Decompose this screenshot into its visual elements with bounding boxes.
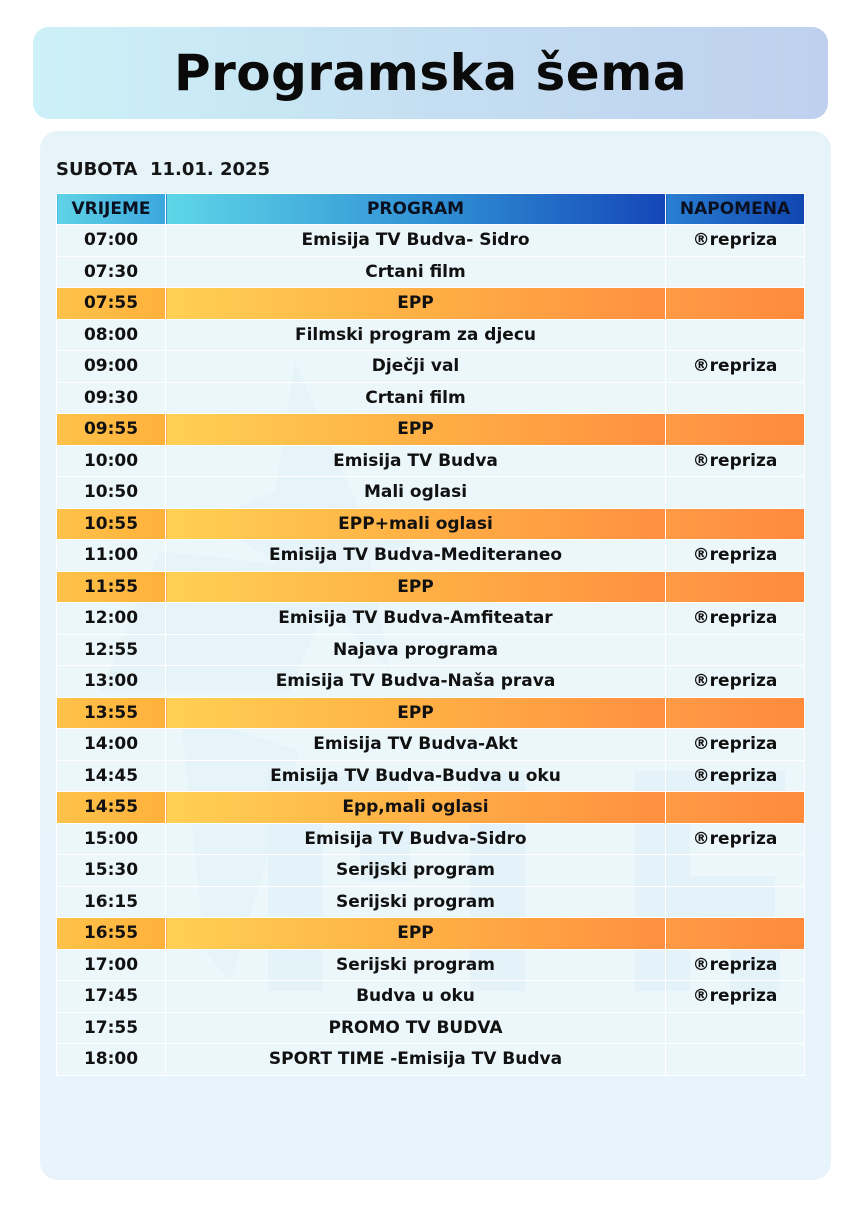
row-note [666, 382, 805, 414]
row-program: Emisija TV Budva- Sidro [166, 225, 666, 257]
schedule-rows [57, 225, 805, 1076]
row-program: EPP [166, 571, 666, 603]
schedule-panel [40, 131, 831, 1180]
table-header-row [57, 194, 805, 225]
row-note: ®repriza [666, 823, 805, 855]
column-header-time: VRIJEME [57, 194, 166, 225]
row-note [666, 634, 805, 666]
row-note [666, 886, 805, 918]
schedule-table [56, 193, 805, 1076]
row-time: 15:30 [57, 855, 166, 887]
row-time: 14:00 [57, 729, 166, 761]
row-note: ®repriza [666, 981, 805, 1013]
row-program: Najava programa [166, 634, 666, 666]
row-note: ®repriza [666, 445, 805, 477]
table-row [57, 855, 805, 887]
table-row-highlight [57, 792, 805, 824]
row-note [666, 571, 805, 603]
row-time: 12:55 [57, 634, 166, 666]
row-note [666, 792, 805, 824]
table-row-highlight [57, 697, 805, 729]
row-program: Serijski program [166, 949, 666, 981]
row-time: 11:55 [57, 571, 166, 603]
row-note [666, 697, 805, 729]
row-time: 17:55 [57, 1012, 166, 1044]
row-note: ®repriza [666, 225, 805, 257]
table-row-highlight [57, 414, 805, 446]
table-row [57, 445, 805, 477]
table-row [57, 634, 805, 666]
row-program: Emisija TV Budva-Budva u oku [166, 760, 666, 792]
row-note: ®repriza [666, 729, 805, 761]
row-note [666, 1044, 805, 1076]
row-program: SPORT TIME -Emisija TV Budva [166, 1044, 666, 1076]
table-row [57, 1012, 805, 1044]
row-time: 18:00 [57, 1044, 166, 1076]
row-program: Serijski program [166, 855, 666, 887]
table-row [57, 256, 805, 288]
row-time: 09:30 [57, 382, 166, 414]
table-row [57, 603, 805, 635]
row-note [666, 508, 805, 540]
row-note [666, 477, 805, 509]
row-note [666, 1012, 805, 1044]
row-time: 08:00 [57, 319, 166, 351]
row-note [666, 319, 805, 351]
row-program: Emisija TV Budva [166, 445, 666, 477]
row-program: Mali oglasi [166, 477, 666, 509]
row-time: 14:55 [57, 792, 166, 824]
row-program: Serijski program [166, 886, 666, 918]
row-time: 09:00 [57, 351, 166, 383]
row-program: EPP [166, 918, 666, 950]
row-note [666, 288, 805, 320]
row-note: ®repriza [666, 603, 805, 635]
table-row [57, 760, 805, 792]
row-time: 07:55 [57, 288, 166, 320]
row-note: ®repriza [666, 540, 805, 572]
row-time: 12:00 [57, 603, 166, 635]
table-row [57, 1044, 805, 1076]
row-program: Filmski program za djecu [166, 319, 666, 351]
row-time: 10:55 [57, 508, 166, 540]
row-time: 14:45 [57, 760, 166, 792]
title-banner [33, 27, 828, 119]
row-program: Emisija TV Budva-Sidro [166, 823, 666, 855]
row-note [666, 855, 805, 887]
column-header-program: PROGRAM [166, 194, 666, 225]
table-row [57, 477, 805, 509]
row-time: 13:55 [57, 697, 166, 729]
row-program: EPP [166, 697, 666, 729]
row-note [666, 256, 805, 288]
row-time: 11:00 [57, 540, 166, 572]
table-row [57, 949, 805, 981]
table-row [57, 319, 805, 351]
row-time: 10:50 [57, 477, 166, 509]
row-note: ®repriza [666, 760, 805, 792]
table-row-highlight [57, 571, 805, 603]
table-row [57, 351, 805, 383]
table-row [57, 823, 805, 855]
row-time: 07:00 [57, 225, 166, 257]
table-row-highlight [57, 918, 805, 950]
row-program: EPP+mali oglasi [166, 508, 666, 540]
table-row-highlight [57, 288, 805, 320]
table-row [57, 382, 805, 414]
row-note [666, 414, 805, 446]
table-row [57, 540, 805, 572]
table-row [57, 981, 805, 1013]
row-program: Emisija TV Budva-Akt [166, 729, 666, 761]
row-note: ®repriza [666, 949, 805, 981]
row-program: Emisija TV Budva-Naša prava [166, 666, 666, 698]
row-time: 09:55 [57, 414, 166, 446]
row-time: 15:00 [57, 823, 166, 855]
row-note: ®repriza [666, 666, 805, 698]
row-program: EPP [166, 414, 666, 446]
row-time: 16:15 [57, 886, 166, 918]
table-row [57, 729, 805, 761]
table-row [57, 666, 805, 698]
row-program: Crtani film [166, 382, 666, 414]
row-program: Budva u oku [166, 981, 666, 1013]
row-program: Emisija TV Budva-Mediteraneo [166, 540, 666, 572]
schedule-date: SUBOTA 11.01. 2025 [56, 159, 271, 180]
row-program: PROMO TV BUDVA [166, 1012, 666, 1044]
table-row [57, 225, 805, 257]
row-program: EPP [166, 288, 666, 320]
row-time: 13:00 [57, 666, 166, 698]
row-program: Epp,mali oglasi [166, 792, 666, 824]
table-row-highlight [57, 508, 805, 540]
row-note: ®repriza [666, 351, 805, 383]
row-time: 17:00 [57, 949, 166, 981]
column-header-note: NAPOMENA [666, 194, 805, 225]
row-time: 16:55 [57, 918, 166, 950]
row-program: Crtani film [166, 256, 666, 288]
row-program: Emisija TV Budva-Amfiteatar [166, 603, 666, 635]
row-note [666, 918, 805, 950]
table-row [57, 886, 805, 918]
row-time: 10:00 [57, 445, 166, 477]
row-time: 17:45 [57, 981, 166, 1013]
row-time: 07:30 [57, 256, 166, 288]
page-title: Programska šema [173, 44, 688, 102]
row-program: Dječji val [166, 351, 666, 383]
